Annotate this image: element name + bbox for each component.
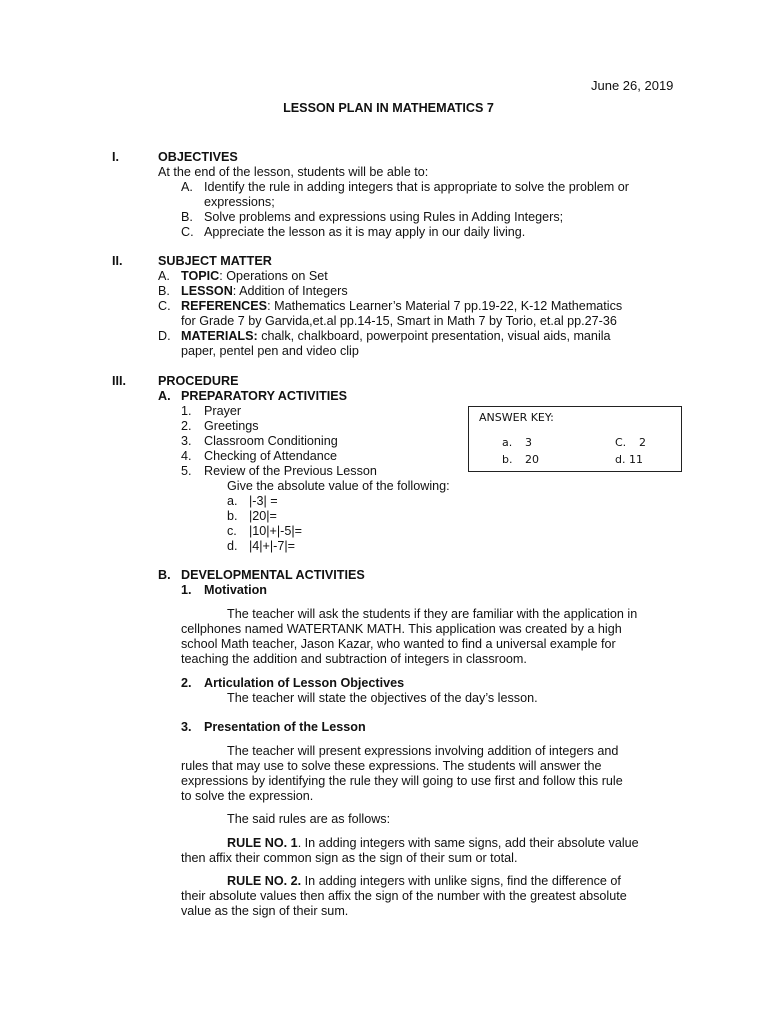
subject-text: : Mathematics Learner’s Material 7 pp.19-22, K-12 Mathematics	[267, 299, 623, 313]
motivation-text: The teacher will ask the students if they are familiar with the application in	[227, 607, 638, 621]
document-date: June 26, 2019	[591, 78, 674, 93]
list-number: 1.	[181, 404, 192, 418]
rule-text: In adding integers with unlike signs, find the difference of	[301, 874, 621, 888]
objective-text: expressions;	[204, 195, 275, 209]
presentation-text: expressions by identifying the rule they will going to use first and follow this rule	[181, 774, 623, 788]
subject-item	[181, 329, 611, 344]
subject-item	[181, 299, 622, 314]
list-letter: b.	[227, 509, 238, 523]
motivation-text: teaching the addition and subtraction of integers in classroom.	[181, 652, 527, 666]
motivation-text: school Math teacher, Jason Kazar, who wanted to find a universal example for	[181, 637, 616, 651]
section-heading: PROCEDURE	[158, 374, 239, 388]
review-item: |10|+|-5|=	[249, 524, 303, 538]
list-number: 3.	[181, 434, 192, 448]
motivation-heading: Motivation	[204, 583, 267, 597]
subsection-heading: DEVELOPMENTAL ACTIVITIES	[181, 568, 365, 582]
list-letter: C.	[181, 225, 194, 239]
list-number: 2.	[181, 676, 192, 690]
list-letter: A.	[158, 269, 170, 283]
subject-text: for Grade 7 by Garvida,et.al pp.14-15, Smart in Math 7 by Torio, et.al pp.27-36	[181, 314, 617, 328]
subject-text: chalk, chalkboard, powerpoint presentation, visual aids, manila	[257, 329, 611, 343]
rule-text: . In adding integers with same signs, add their absolute value	[297, 836, 639, 850]
objective-text: Appreciate the lesson as it is may apply in our daily living.	[204, 225, 526, 239]
rule-label: RULE NO. 2.	[227, 874, 302, 888]
answer-letter: a.	[502, 436, 513, 449]
rule-one	[227, 836, 639, 851]
subject-label: LESSON	[181, 284, 233, 298]
section-numeral: III.	[112, 374, 126, 388]
answer-key-title: ANSWER KEY:	[479, 411, 554, 424]
answer-letter: C.	[615, 436, 627, 449]
subsection-heading: PREPARATORY ACTIVITIES	[181, 389, 348, 403]
activity-text: Greetings	[204, 419, 259, 433]
list-letter: C.	[158, 299, 171, 313]
objective-text: Identify the rule in adding integers that is appropriate to solve the problem or	[204, 180, 629, 194]
objectives-intro: At the end of the lesson, students will be able to:	[158, 165, 429, 179]
subject-item	[181, 284, 348, 299]
presentation-text: rules that may use to solve these expressions. The students will answer the	[181, 759, 602, 773]
presentation-text: The teacher will present expressions involving addition of integers and	[227, 744, 619, 758]
list-letter: d.	[227, 539, 238, 553]
rule-label: RULE NO. 1	[227, 836, 298, 850]
subject-item	[181, 269, 328, 284]
list-number: 5.	[181, 464, 192, 478]
presentation-heading: Presentation of the Lesson	[204, 720, 366, 734]
activity-text: Review of the Previous Lesson	[204, 464, 377, 478]
section-heading: OBJECTIVES	[158, 150, 238, 164]
subject-text: : Operations on Set	[219, 269, 328, 283]
articulation-heading: Articulation of Lesson Objectives	[204, 676, 405, 690]
section-numeral: II.	[112, 254, 123, 268]
presentation-text: to solve the expression.	[181, 789, 314, 803]
subject-label: REFERENCES	[181, 299, 268, 313]
review-item: |4|+|-7|=	[249, 539, 295, 553]
list-number: 4.	[181, 449, 192, 463]
answer-value: d. 11	[615, 453, 643, 466]
review-intro: Give the absolute value of the following:	[227, 479, 450, 493]
section-heading: SUBJECT MATTER	[158, 254, 272, 268]
review-item: |-3| =	[249, 494, 278, 508]
answer-value: 3	[525, 436, 532, 449]
objective-text: Solve problems and expressions using Rules in Adding Integers;	[204, 210, 564, 224]
section-numeral: I.	[112, 150, 119, 164]
list-letter: A.	[158, 389, 171, 403]
subject-label: TOPIC	[181, 269, 220, 283]
rule-two	[227, 874, 621, 889]
rule-text: then affix their common sign as the sign of their sum or total.	[181, 851, 518, 865]
list-letter: B.	[158, 568, 171, 582]
subject-text: : Addition of Integers	[232, 284, 348, 298]
list-letter: B.	[158, 284, 170, 298]
activity-text: Checking of Attendance	[204, 449, 338, 463]
motivation-text: cellphones named WATERTANK MATH. This application was created by a high	[181, 622, 622, 636]
rules-intro: The said rules are as follows:	[227, 812, 391, 826]
rule-text: their absolute values then affix the sign of the number with the greatest absolute	[181, 889, 627, 903]
subject-label: MATERIALS:	[181, 329, 258, 343]
review-item: |20|=	[249, 509, 277, 523]
answer-value: 20	[525, 453, 539, 466]
list-number: 1.	[181, 583, 192, 597]
articulation-text: The teacher will state the objectives of the day’s lesson.	[227, 691, 538, 705]
answer-letter: b.	[502, 453, 513, 466]
list-letter: D.	[158, 329, 171, 343]
rule-text: value as the sign of their sum.	[181, 904, 349, 918]
answer-key-box	[468, 406, 682, 472]
activity-text: Prayer	[204, 404, 242, 418]
activity-text: Classroom Conditioning	[204, 434, 338, 448]
list-letter: a.	[227, 494, 238, 508]
document-title: LESSON PLAN IN MATHEMATICS 7	[283, 101, 494, 115]
list-letter: B.	[181, 210, 193, 224]
list-letter: A.	[181, 180, 193, 194]
list-letter: c.	[227, 524, 237, 538]
list-number: 2.	[181, 419, 192, 433]
list-number: 3.	[181, 720, 192, 734]
subject-text: paper, pentel pen and video clip	[181, 344, 359, 358]
answer-value: 2	[639, 436, 646, 449]
